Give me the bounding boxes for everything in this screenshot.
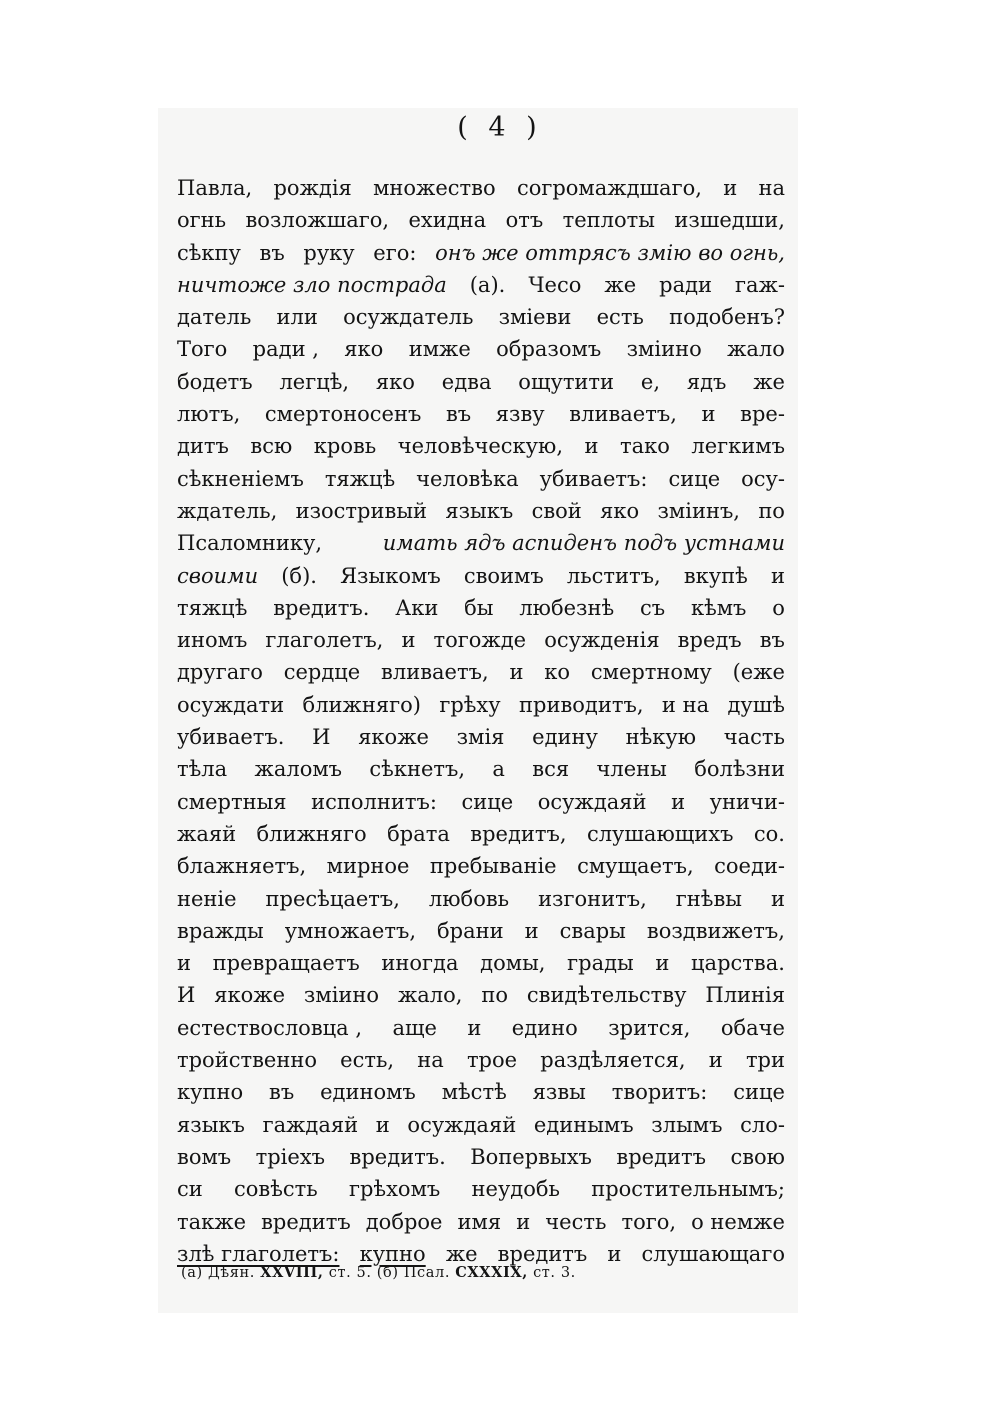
- word: человѣческую,: [397, 434, 563, 459]
- word: обаче: [720, 1015, 785, 1040]
- word: глаголетъ,: [265, 628, 384, 653]
- word: дитъ: [177, 434, 229, 459]
- text-line: [177, 333, 785, 365]
- word: свою: [730, 1144, 785, 1169]
- word: вредитъ: [261, 1209, 351, 1234]
- word: его:: [373, 240, 417, 265]
- word: едино: [511, 1015, 578, 1040]
- word: купно: [359, 1241, 426, 1266]
- word: гаж-: [735, 272, 785, 297]
- word: отъ: [505, 208, 544, 233]
- word: творитъ:: [611, 1080, 708, 1105]
- word: изостривый: [295, 498, 428, 523]
- text-line: [177, 1012, 785, 1044]
- word: Того: [177, 337, 228, 362]
- word: языкъ: [177, 1112, 245, 1137]
- word: царства.: [691, 951, 785, 976]
- word: злымъ: [651, 1112, 723, 1137]
- text-line: [177, 269, 785, 301]
- word: своимъ: [463, 563, 544, 588]
- word: единымъ: [533, 1112, 634, 1137]
- text-line: [177, 495, 785, 527]
- word: совѣсть: [234, 1177, 318, 1202]
- word: купно: [177, 1080, 244, 1105]
- footnote-a-source: Дѣян.: [207, 1265, 255, 1281]
- word: Языкомъ: [340, 563, 441, 588]
- word: вредъ: [677, 628, 742, 653]
- word: болѣзни: [694, 757, 785, 782]
- word: неніе: [177, 886, 237, 911]
- word: умножаетъ,: [284, 918, 416, 943]
- text-line: [177, 301, 785, 333]
- word: всю: [250, 434, 293, 459]
- text-line: [177, 204, 785, 236]
- text-line: [177, 786, 785, 818]
- word: аще: [392, 1015, 437, 1040]
- word: любезнѣ: [519, 595, 615, 620]
- word: (а).: [469, 272, 506, 297]
- word: и: [607, 1241, 622, 1266]
- italic-quote: ничтоже зло пострада: [177, 272, 447, 297]
- word: соеди-: [714, 854, 785, 879]
- word: уничи-: [709, 789, 785, 814]
- word: и: [401, 628, 416, 653]
- word: и: [770, 563, 785, 588]
- text-line: [177, 624, 785, 656]
- word: доброе: [365, 1209, 443, 1234]
- word: въ: [759, 628, 785, 653]
- word: сѣкпу: [177, 240, 241, 265]
- word: другаго: [177, 660, 263, 685]
- word: вливаетъ,: [381, 660, 489, 685]
- word: тяжцѣ: [177, 595, 248, 620]
- word: на: [417, 1048, 444, 1073]
- word: ждатель,: [177, 498, 278, 523]
- word: си: [177, 1177, 203, 1202]
- text-line: [177, 850, 785, 882]
- word: яко: [344, 337, 384, 362]
- word: въ: [269, 1080, 295, 1105]
- text-line: [177, 1141, 785, 1173]
- text-line: [177, 656, 785, 688]
- word: сице: [461, 789, 514, 814]
- word: и: [584, 434, 599, 459]
- word: иномъ: [177, 628, 248, 653]
- word: вредитъ.: [349, 1144, 446, 1169]
- word: осуждати: [177, 692, 285, 717]
- word: любовь: [428, 886, 510, 911]
- word: вредитъ: [616, 1144, 706, 1169]
- word: жало,: [397, 983, 463, 1008]
- word: смертному: [590, 660, 712, 685]
- word: ко: [544, 660, 571, 685]
- footnote-b-verse: ст. 3.: [533, 1265, 576, 1281]
- word: пресѣцаетъ,: [265, 886, 400, 911]
- word: на: [758, 176, 785, 200]
- text-line: [177, 753, 785, 785]
- word: огнь: [177, 208, 227, 233]
- word: вомъ: [177, 1144, 232, 1169]
- word: и: [655, 951, 670, 976]
- text-line: [177, 689, 785, 721]
- text-line: [177, 1109, 785, 1141]
- text-line: [177, 527, 785, 559]
- word: же: [753, 369, 785, 394]
- word: же: [604, 272, 637, 297]
- word: грѣхомъ: [348, 1177, 441, 1202]
- word: неудобь: [471, 1177, 560, 1202]
- word: зміинъ,: [657, 498, 740, 523]
- word: о немже: [691, 1209, 785, 1234]
- text-line: [177, 1076, 785, 1108]
- word: тройственно: [177, 1048, 317, 1073]
- word: мирное: [326, 854, 410, 879]
- footnote-a: [181, 1265, 377, 1281]
- word: единомъ: [320, 1080, 416, 1105]
- word: легкимъ: [691, 434, 785, 459]
- word: жаломъ: [254, 757, 343, 782]
- word: вредитъ,: [470, 821, 567, 846]
- word: ради: [659, 272, 713, 297]
- word: осужденія: [544, 628, 660, 653]
- word: гнѣвы: [675, 886, 742, 911]
- word: Вопервыхъ: [470, 1144, 592, 1169]
- word: лютъ,: [177, 402, 241, 427]
- footnote-b-chapter: CXXXIX,: [455, 1264, 528, 1281]
- word: сице: [733, 1080, 785, 1105]
- word: тогожде: [433, 628, 527, 653]
- word: сѣкнетъ,: [369, 757, 466, 782]
- word: или: [276, 305, 318, 330]
- footnote-b-marker: (б): [376, 1265, 399, 1281]
- word: Павла,: [177, 176, 253, 200]
- word: яко: [600, 498, 640, 523]
- word: и: [516, 1209, 531, 1234]
- word: Плинія: [705, 983, 785, 1008]
- word: льститъ,: [566, 563, 661, 588]
- text-line: [177, 818, 785, 850]
- word: (б).: [281, 563, 317, 588]
- word: и на: [661, 692, 710, 717]
- word: исполнитъ:: [311, 789, 437, 814]
- word: кровь: [313, 434, 377, 459]
- word: тріехъ: [255, 1144, 326, 1169]
- word: вливаетъ,: [569, 402, 677, 427]
- word: убиваетъ.: [177, 725, 285, 750]
- word: по: [481, 983, 508, 1008]
- word: жаяй: [177, 821, 237, 846]
- word: гаждаяй: [262, 1112, 359, 1137]
- word: имя: [457, 1209, 502, 1234]
- text-line: [177, 366, 785, 398]
- word: убиваетъ:: [539, 466, 648, 491]
- text-line: [177, 979, 785, 1011]
- word: въ: [259, 240, 285, 265]
- word: человѣка: [416, 466, 519, 491]
- word: слушающаго: [641, 1241, 785, 1266]
- word: домы,: [480, 951, 546, 976]
- text-line: [177, 237, 785, 269]
- word: съ: [639, 595, 666, 620]
- word: нѣкую: [625, 725, 697, 750]
- word: образомъ: [496, 337, 602, 362]
- word: рождія: [273, 176, 352, 200]
- word: сице: [668, 466, 721, 491]
- word: превращаетъ: [212, 951, 360, 976]
- footnote-a-marker: (а): [181, 1265, 203, 1281]
- word: по: [758, 498, 785, 523]
- word: въ: [445, 402, 472, 427]
- word: осуждаяй: [407, 1112, 517, 1137]
- word: трое: [466, 1048, 518, 1073]
- text-line: [177, 1173, 785, 1205]
- word: смертныя: [177, 789, 287, 814]
- word: вся: [532, 757, 570, 782]
- footnote-b-source: Псал.: [403, 1265, 451, 1281]
- word: тако: [619, 434, 670, 459]
- word: естествословца ,: [177, 1015, 363, 1040]
- word: якоже: [214, 983, 285, 1008]
- word: тѣла: [177, 757, 228, 782]
- word: свой: [531, 498, 582, 523]
- word: грады: [567, 951, 634, 976]
- word: ближняго: [256, 821, 367, 846]
- word: тяжцѣ: [324, 466, 396, 491]
- text-line: [177, 592, 785, 624]
- word: а: [492, 757, 505, 782]
- word: языкъ: [445, 498, 514, 523]
- word: осу-: [741, 466, 785, 491]
- word: (еже: [732, 660, 785, 685]
- word: язвы: [532, 1080, 586, 1105]
- word: мѣстѣ: [441, 1080, 507, 1105]
- word: бы: [464, 595, 494, 620]
- word: и: [770, 886, 785, 911]
- word: зміино: [626, 337, 702, 362]
- word: и: [375, 1112, 390, 1137]
- page-number: ( 4 ): [457, 112, 543, 143]
- word: и: [524, 918, 539, 943]
- word: зміеви: [498, 305, 572, 330]
- word: свары: [559, 918, 626, 943]
- text-line: [177, 721, 785, 753]
- word: руку: [303, 240, 355, 265]
- word: и: [467, 1015, 482, 1040]
- word: и: [723, 176, 738, 200]
- word: бодетъ: [177, 369, 253, 394]
- word: воздвижетъ,: [646, 918, 785, 943]
- word: ощутити: [518, 369, 615, 394]
- word: змія: [456, 725, 505, 750]
- word: душѣ: [727, 692, 785, 717]
- word: и: [671, 789, 686, 814]
- word: кѣмъ: [690, 595, 747, 620]
- text-line: [177, 1206, 785, 1238]
- word: вредитъ: [497, 1241, 588, 1266]
- word: слушающихъ: [586, 821, 734, 846]
- italic-quote: своими: [177, 563, 259, 588]
- word: язву: [495, 402, 545, 427]
- italic-quote: онъ же оттрясъ змію во огнь,: [435, 240, 785, 265]
- word: жало: [727, 337, 785, 362]
- word: осуждаяй: [537, 789, 647, 814]
- word: Псаломнику,: [177, 531, 323, 556]
- word: якоже: [358, 725, 429, 750]
- word: изгонитъ,: [538, 886, 647, 911]
- word: приводитъ,: [519, 692, 644, 717]
- text-line: [177, 883, 785, 915]
- word: со.: [753, 821, 785, 846]
- word: также: [177, 1209, 247, 1234]
- word: легцѣ,: [279, 369, 350, 394]
- text-line: [177, 172, 785, 204]
- footnote-a-verse: ст. 5.: [328, 1265, 372, 1281]
- word: вкупѣ: [683, 563, 748, 588]
- word: раздѣляется,: [540, 1048, 686, 1073]
- word: и: [177, 951, 191, 976]
- word: грѣху: [439, 692, 501, 717]
- word: е,: [640, 369, 660, 394]
- word: едва: [441, 369, 492, 394]
- word: сло-: [740, 1112, 785, 1137]
- italic-quote: имать ядъ аспиденъ подъ устнами: [382, 531, 785, 556]
- word: ядъ: [686, 369, 727, 394]
- word: иногда: [381, 951, 459, 976]
- text-line: [177, 430, 785, 462]
- body-text: [177, 172, 785, 1270]
- word: ближняго): [302, 692, 421, 717]
- word: ради ,: [252, 337, 319, 362]
- word: и: [701, 402, 716, 427]
- word: множество: [373, 176, 496, 200]
- word: возложшаго,: [245, 208, 390, 233]
- word: смертоносенъ: [264, 402, 422, 427]
- word: и: [708, 1048, 723, 1073]
- text-line: [177, 915, 785, 947]
- word: сѣкненіемъ: [177, 466, 304, 491]
- word: И: [177, 983, 196, 1008]
- word: И: [312, 725, 331, 750]
- text-line: [177, 463, 785, 495]
- word: простительнымъ;: [591, 1177, 785, 1202]
- word: есть: [596, 305, 644, 330]
- text-line: [177, 398, 785, 430]
- footnote-b: [377, 1265, 576, 1281]
- word: подобенъ?: [669, 305, 785, 330]
- word: вражды: [177, 918, 264, 943]
- word: злѣ глаголетъ:: [177, 1241, 340, 1266]
- word: смущаетъ,: [577, 854, 694, 879]
- word: того,: [621, 1209, 677, 1234]
- word: члены: [596, 757, 667, 782]
- text-line: [177, 1044, 785, 1076]
- word: блажняетъ,: [177, 854, 307, 879]
- word: брата: [387, 821, 450, 846]
- footnote-a-chapter: XXVIII,: [260, 1264, 324, 1281]
- word: честь: [545, 1209, 607, 1234]
- word: осуждатель: [343, 305, 474, 330]
- word: едину: [532, 725, 598, 750]
- word: вредитъ.: [273, 595, 370, 620]
- word: брани: [437, 918, 504, 943]
- word: изшедши,: [674, 208, 785, 233]
- word: имже: [408, 337, 471, 362]
- word: сердце: [283, 660, 361, 685]
- word: часть: [723, 725, 785, 750]
- footnotes: [181, 1264, 576, 1281]
- word: вре-: [740, 402, 785, 427]
- word: Чесо: [528, 272, 582, 297]
- text-line: [177, 947, 785, 979]
- text-line: [177, 560, 785, 592]
- word: пребываніе: [429, 854, 557, 879]
- word: есть,: [340, 1048, 395, 1073]
- word: свидѣтельству: [526, 983, 687, 1008]
- word: зміино: [303, 983, 380, 1008]
- word: три: [745, 1048, 785, 1073]
- word: зрится,: [608, 1015, 691, 1040]
- word: о: [772, 595, 785, 620]
- word: теплоты: [562, 208, 655, 233]
- word: же: [445, 1241, 478, 1266]
- word: ехидна: [408, 208, 487, 233]
- word: и: [509, 660, 524, 685]
- word: согромаждшаго,: [516, 176, 702, 200]
- word: датель: [177, 305, 252, 330]
- word: Аки: [395, 595, 439, 620]
- word: яко: [375, 369, 415, 394]
